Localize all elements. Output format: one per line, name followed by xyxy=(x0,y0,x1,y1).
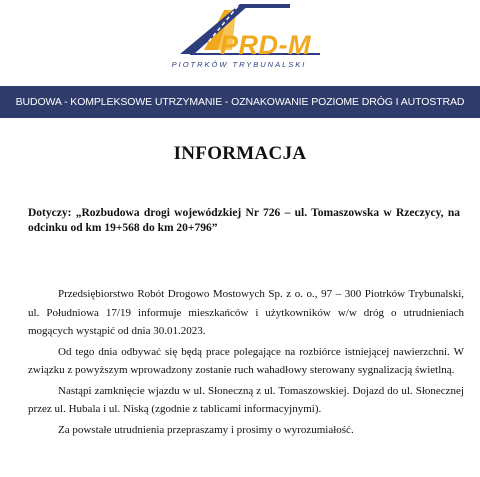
document-subject: Dotyczy: „Rozbudowa drogi wojewódzkiej Nr 726 – ul. Tomaszowska w Rzeczycy, na odcinku od km 19+568 do km 20+796” xyxy=(28,207,460,234)
paragraph: Za powstałe utrudnienia przepraszamy i prosimy o wyrozumiałość. xyxy=(58,423,354,436)
document-body xyxy=(28,285,464,441)
company-banner xyxy=(0,86,480,118)
logo-name: PRD-M xyxy=(220,30,311,60)
paragraph: Od tego dnia odbywać się będą prace polegające na rozbiórce istniejącej nawierzchni. W związku z powyższym wprowadzony zostanie ruch wahadłowy sterowany sygnalizacją świetlną. xyxy=(28,345,464,376)
document-title: INFORMACJA xyxy=(173,143,307,164)
banner-text: BUDOWA - KOMPLEKSOWE UTRZYMANIE - OZNAKOWANIE POZIOME DRÓG I AUTOSTRAD xyxy=(15,96,465,108)
paragraph: Przedsiębiorstwo Robót Drogowo Mostowych Sp. z o. o., 97 – 300 Piotrków Trybunalski, ul. Południowa 17/19 informuje mieszkańców i użytkowników w/w dróg o utrudnieniach mogących wystąpić od dnia 30.01.2023. xyxy=(28,288,464,337)
company-logo xyxy=(160,2,330,74)
paragraph: Nastąpi zamknięcie wjazdu w ul. Słoneczną z ul. Tomaszowskiej. Dojazd do ul. Słonecznej przez ul. Hubala i ul. Niską (zgodnie z tablicami informacyjnymi). xyxy=(28,384,464,415)
logo-subtitle: PIOTRKÓW TRYBUNALSKI xyxy=(171,60,307,69)
